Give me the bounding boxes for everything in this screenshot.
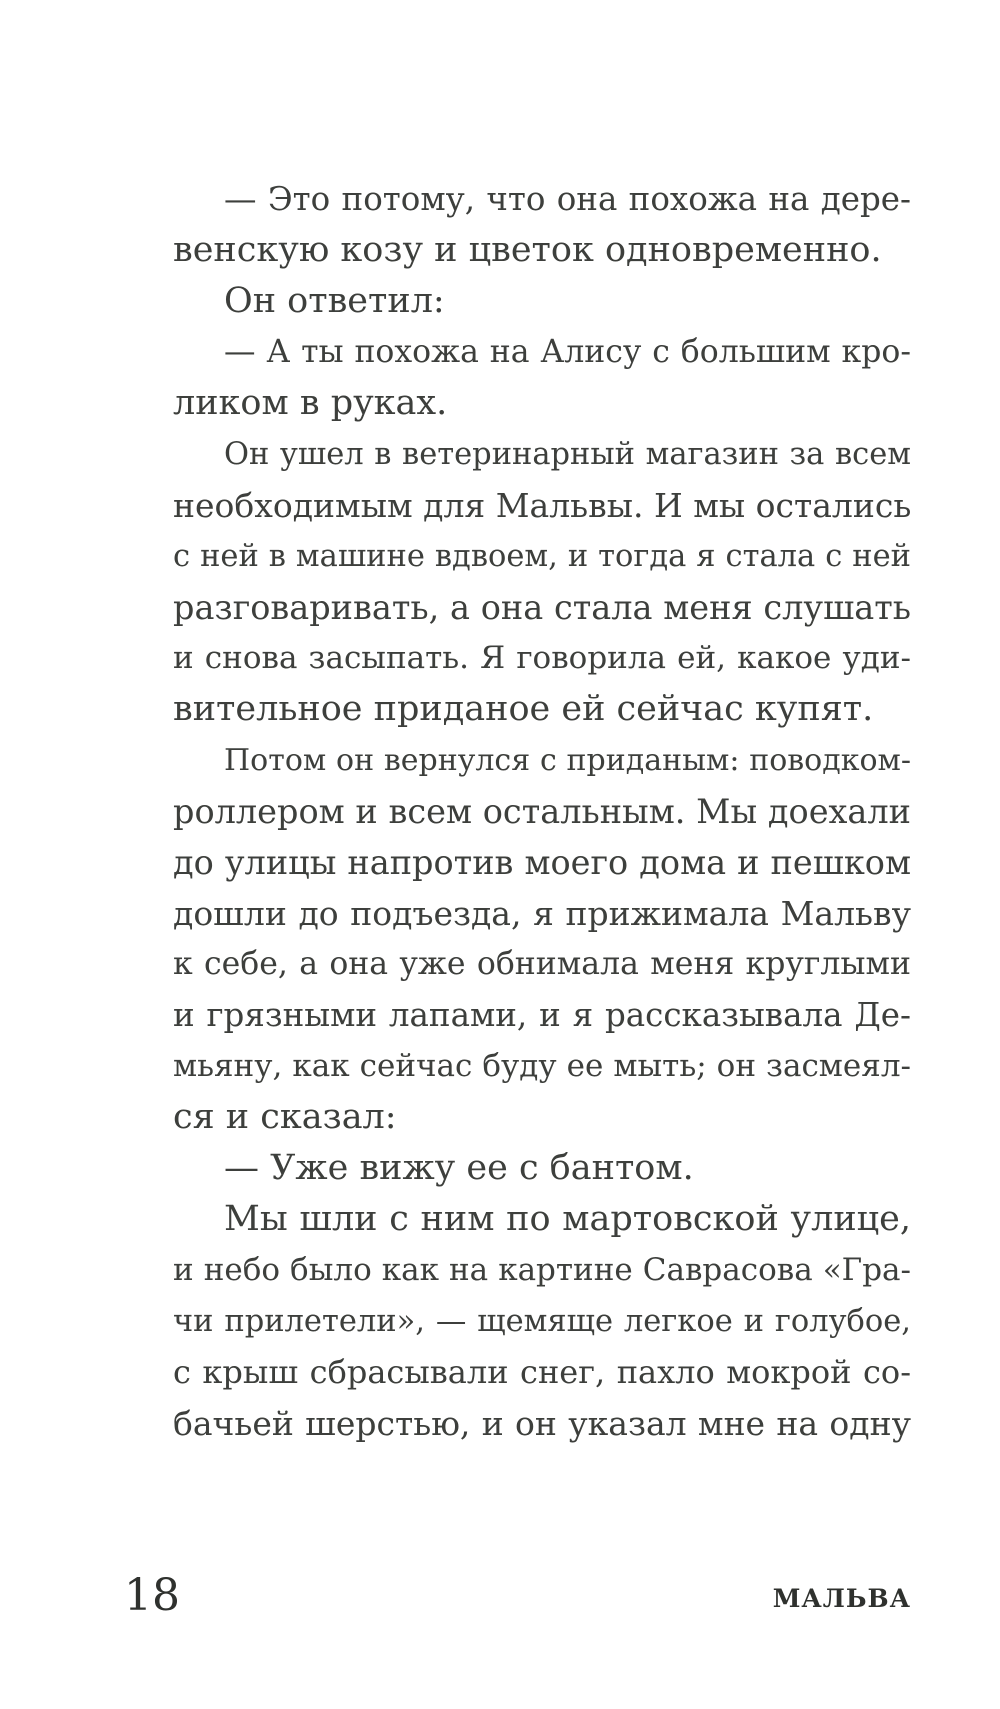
text-line: и небо было как на картине Саврасова «Гра- <box>173 1252 911 1288</box>
text-line: ся и сказал: <box>173 1097 397 1137</box>
text-line: и снова засыпать. Я говорила ей, какое уди- <box>173 640 911 676</box>
text-line: с ней в машине вдвоем, и тогда я стала с ней <box>173 539 911 574</box>
text-line: ликом в руках. <box>173 383 448 423</box>
text-line: — Это потому, что она похожа на дере- <box>224 180 911 218</box>
page-number: 18 <box>124 1570 180 1621</box>
text-line: и грязными лапами, и я рассказывала Де- <box>173 996 911 1034</box>
text-line: с крыш сбрасывали снег, пахло мокрой со- <box>173 1353 911 1391</box>
text-line: бачьей шерстью, и он указал мне на одну <box>173 1404 911 1443</box>
text-line: к себе, а она уже обнимала меня круглыми <box>173 946 911 982</box>
text-line: венскую козу и цветок одновременно. <box>173 230 882 270</box>
text-line: Потом он вернулся с приданым: поводком- <box>224 743 911 778</box>
running-title: МАЛЬВА <box>772 1584 911 1613</box>
text-line: чи прилетели», — щемяще легкое и голубое, <box>173 1304 911 1339</box>
text-line: — А ты похожа на Алису с большим кро- <box>224 334 911 370</box>
text-line: мьяну, как сейчас буду ее мыть; он засмеял- <box>173 1048 911 1084</box>
text-line: необходимым для Мальвы. И мы остались <box>173 486 912 525</box>
text-line: Он ответил: <box>224 281 445 321</box>
text-line: разговаривать, а она стала меня слушать <box>173 588 911 627</box>
text-line: до улицы напротив моего дома и пешком <box>173 843 911 882</box>
text-line: Мы шли с ним по мартовской улице, <box>224 1199 911 1239</box>
text-line: роллером и всем остальным. Мы доехали <box>173 792 911 831</box>
text-line: дошли до подъезда, я прижимала Мальву <box>173 894 911 933</box>
text-line: Он ушел в ветеринарный магазин за всем <box>224 437 911 472</box>
text-line: — Уже вижу ее с бантом. <box>224 1148 694 1188</box>
body-text <box>173 174 911 1449</box>
text-line: вительное приданое ей сейчас купят. <box>173 689 874 729</box>
